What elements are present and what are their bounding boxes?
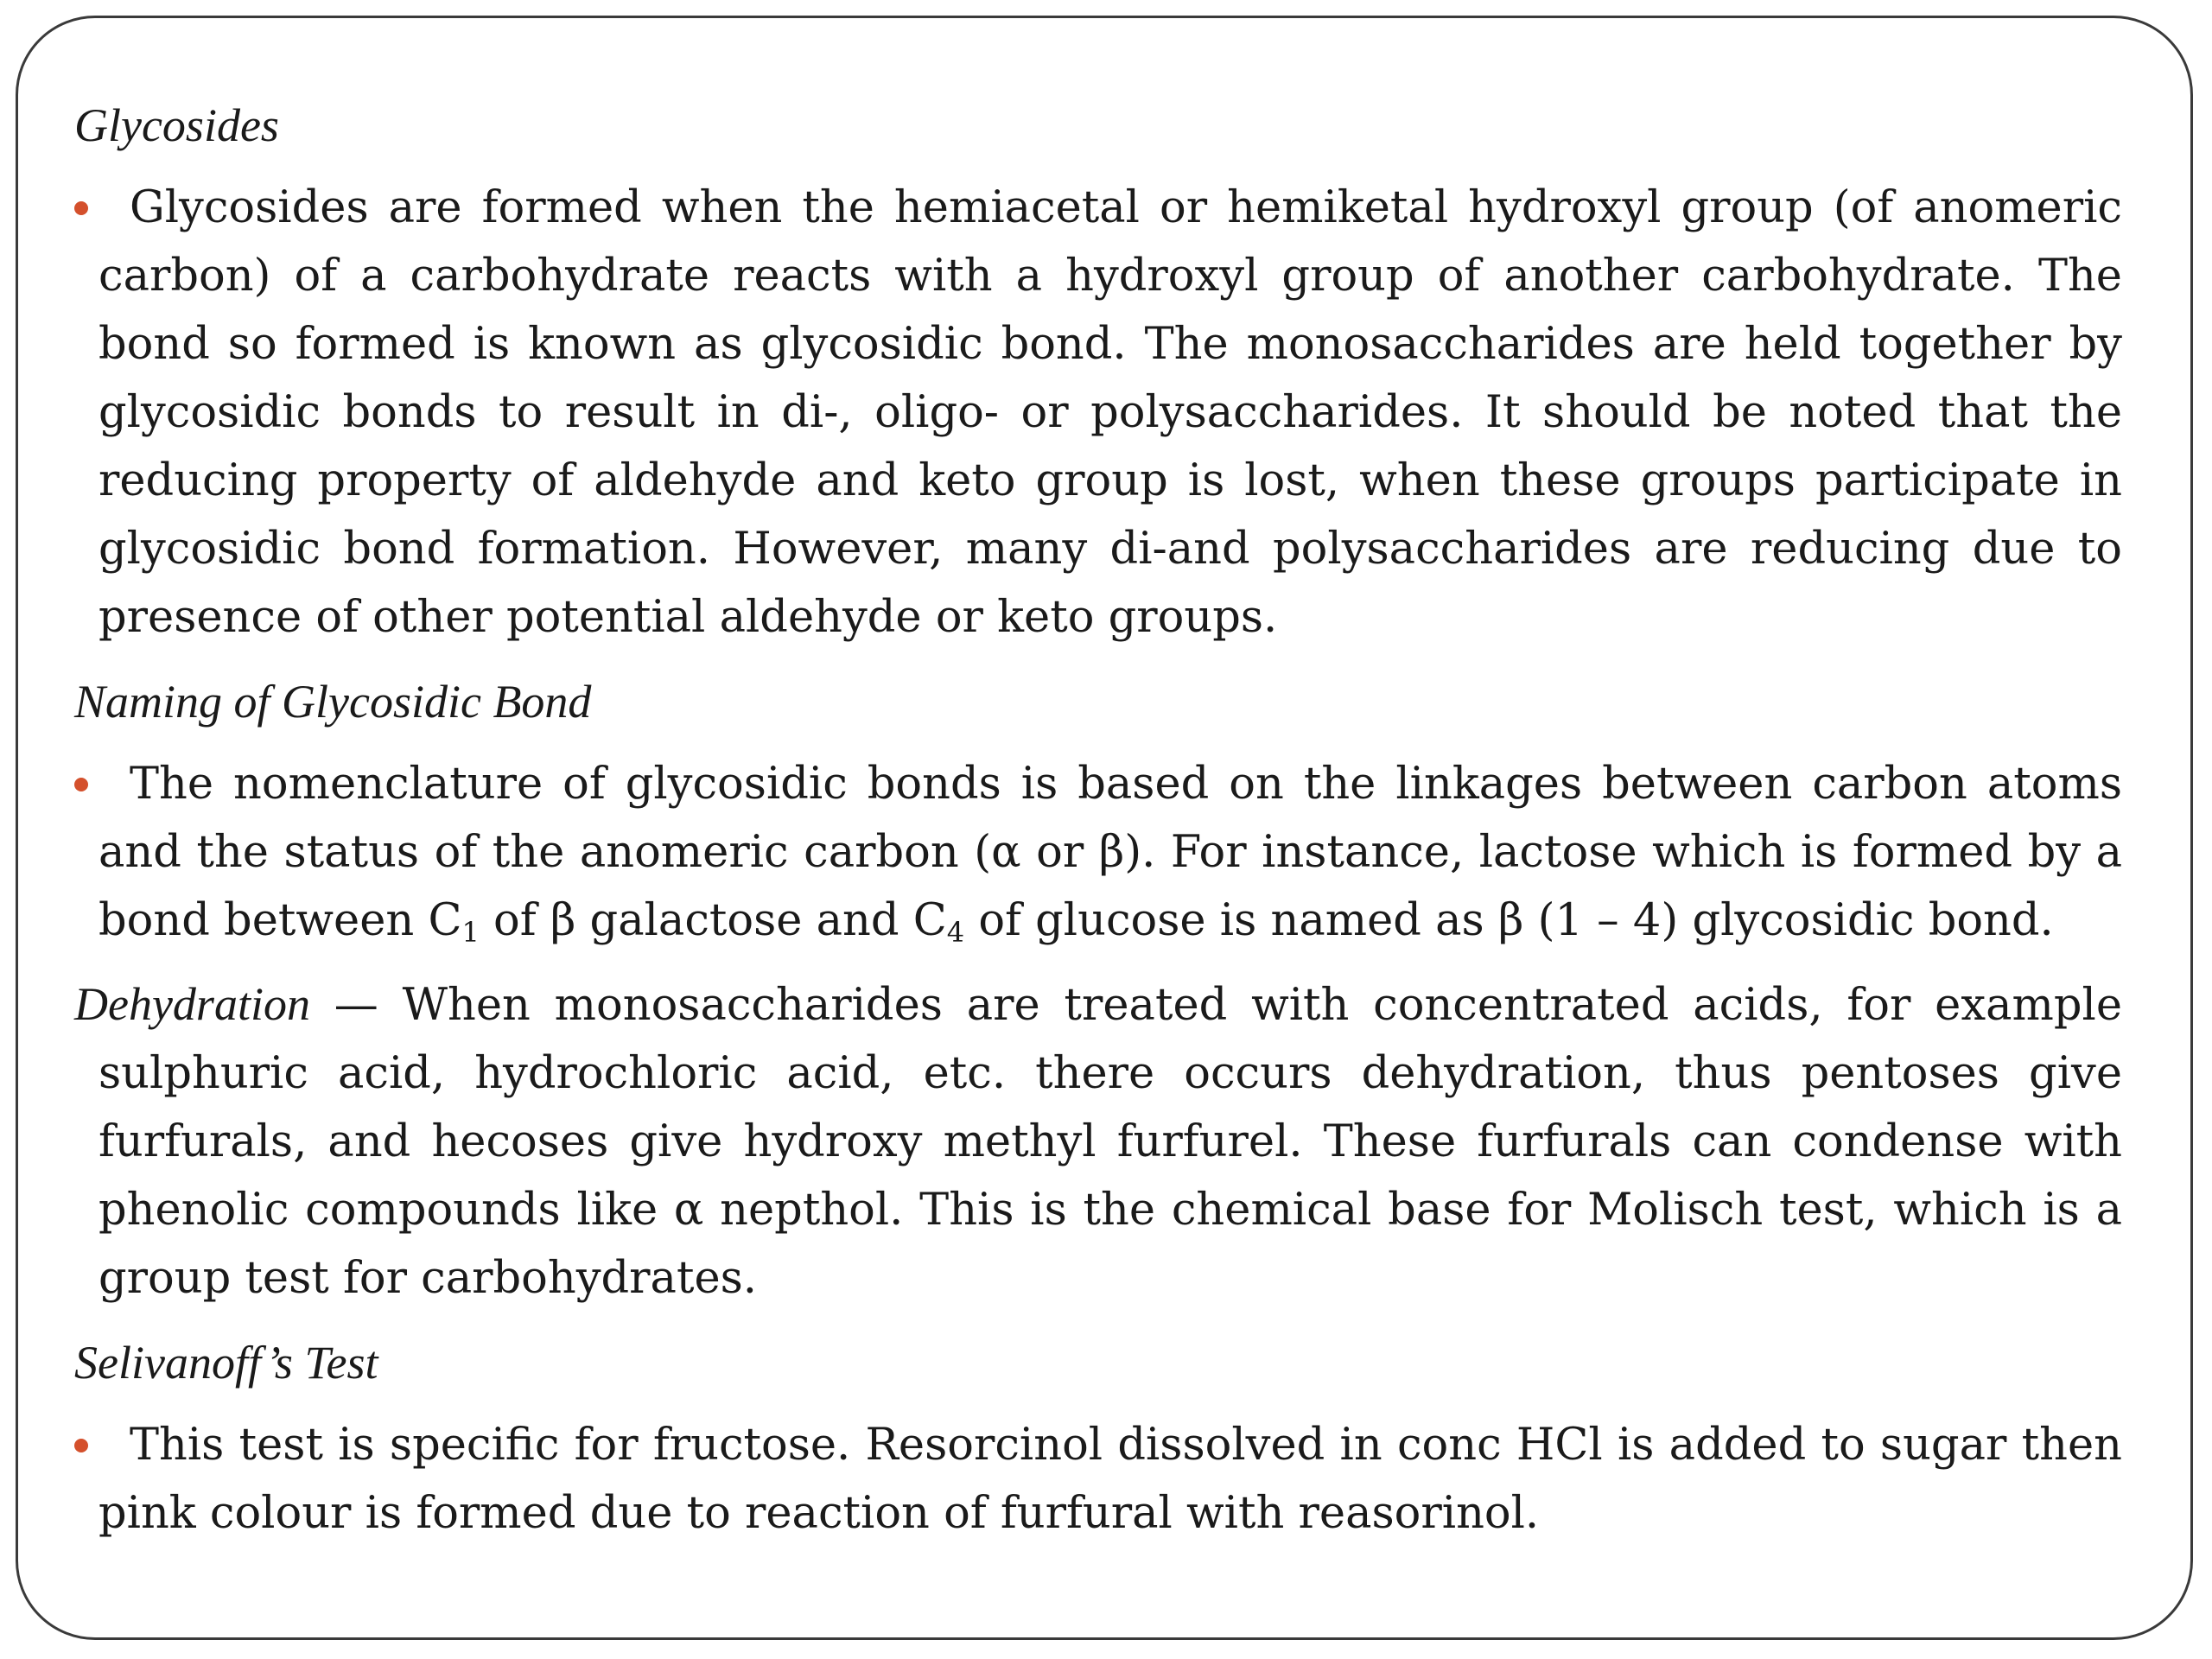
bullet-dot-icon	[74, 201, 88, 215]
heading-glycosides: Glycosides	[74, 99, 279, 151]
paragraph-selivanoff	[99, 1411, 2122, 1548]
subscript-c4: 4	[946, 916, 965, 949]
text-glycosides: Glycosides are formed when the hemiacetal or hemiketal hydroxyl group (of anomeric carbon) of a carbohydrate reacts with a hydroxyl group of another carbohydrate. The bond so formed is known as glycosidic bond. The monosaccharides are held together by glycosidic bonds to result in di-, oligo- or polysaccharides. It should be noted that the reducing property of aldehyde and keto group is lost, when these groups participate in glycosidic bond formation. However, many di-and polysaccharides are reducing due to presence of other potential aldehyde or keto groups.	[99, 182, 2122, 643]
subscript-c1: 1	[461, 916, 480, 949]
text-naming-1: The nomenclature of glycosidic bonds is based on the linkages between carbon atoms and the status of the anomeric carbon (α or β). For instance, lactose which is formed by a bond between C	[99, 759, 2122, 946]
heading-naming: Naming of Glycosidic Bond	[74, 676, 592, 728]
text-selivanoff: This test is specific for fructose. Resorcinol dissolved in conc HCl is added to sugar then pink colour is formed due to reaction of furfural with reasorinol.	[99, 1420, 2122, 1539]
bullet-selivanoff	[74, 1411, 2122, 1548]
paragraph-naming	[99, 750, 2122, 955]
dash: —	[309, 980, 403, 1031]
text-naming-3: of glucose is named as β (1 – 4) glycosidic bond.	[964, 895, 2054, 946]
text-dehydration: When monosaccharides are treated with concentrated acids, for example sulphuric acid, hydrochloric acid, etc. there occurs dehydration, thus pentoses give furfurals, and hecoses give hydroxy methyl furfurel. These furfurals can condense with phenolic compounds like α nepthol. This is the chemical base for Molisch test, which is a group test for carbohydrates.	[99, 980, 2122, 1304]
slide-content	[74, 91, 2122, 1563]
bullet-dot-icon	[74, 778, 88, 791]
bullet-dot-icon	[74, 1439, 88, 1452]
text-naming-2: of β galactose and C	[479, 895, 947, 946]
heading-selivanoff: Selivanoff’s Test	[74, 1337, 378, 1389]
bullet-naming	[74, 750, 2122, 955]
paragraph-dehydration	[74, 970, 2122, 1313]
paragraph-glycosides	[99, 174, 2122, 652]
term-dehydration: Dehydration	[74, 978, 310, 1030]
bullet-glycosides	[74, 174, 2122, 652]
